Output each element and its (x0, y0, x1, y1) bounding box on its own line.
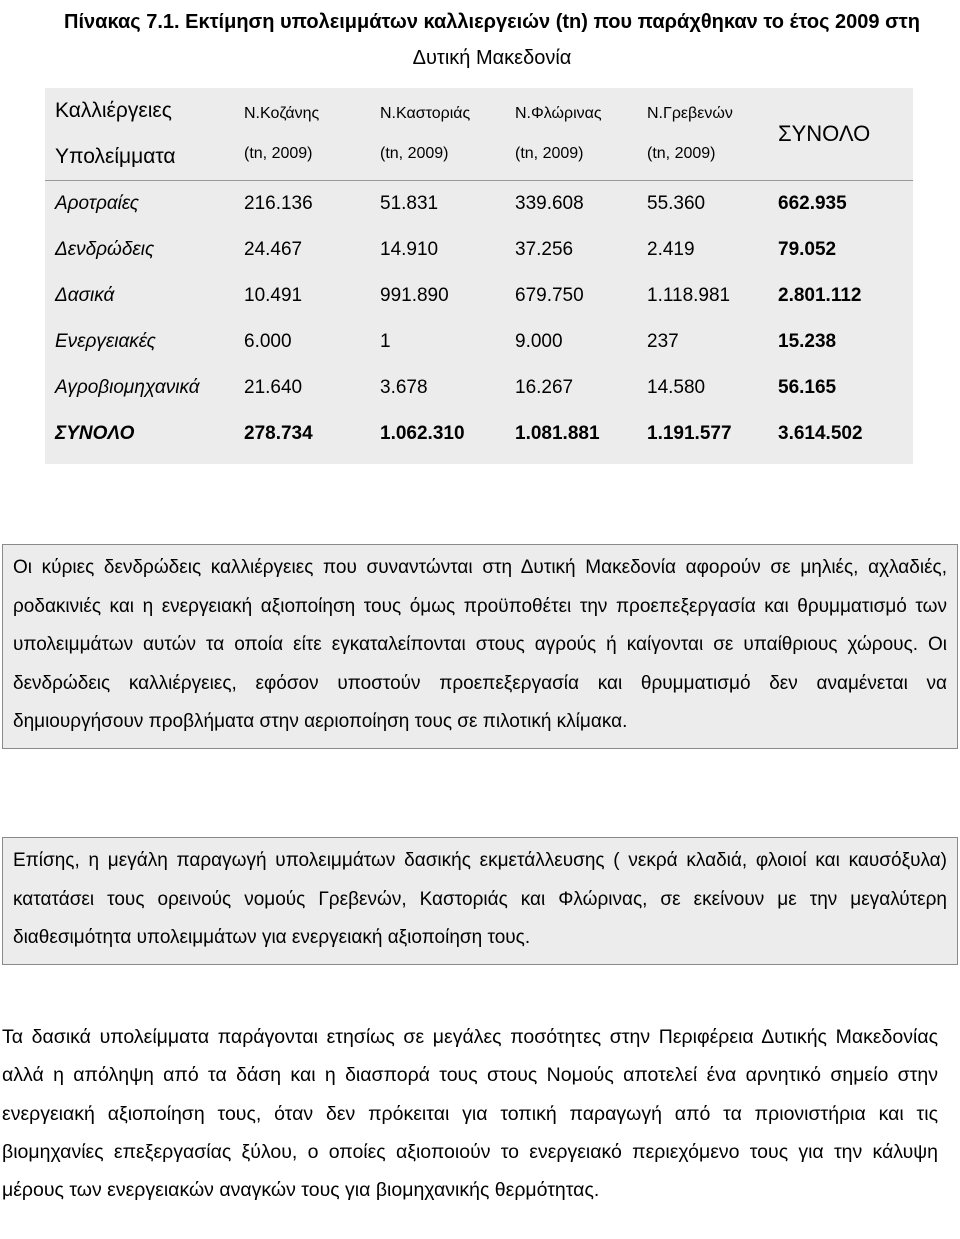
header-column (234, 88, 370, 181)
row-label: Δενδρώδεις (55, 239, 155, 260)
table-cell: 55.360 (637, 181, 768, 228)
table-cell: 9.000 (515, 331, 563, 352)
header-total-cell (768, 88, 913, 181)
row-label: Αροτραίες (45, 181, 234, 228)
header-label-residues: Υπολείμματα (55, 145, 176, 168)
header-column (637, 88, 768, 181)
header-total: ΣΥΝΟΛΟ (778, 121, 871, 146)
table-row (45, 227, 913, 273)
header-column-name: Ν.Φλώρινας (515, 105, 602, 122)
table-total-row (45, 411, 913, 457)
header-column-unit: (tn, 2009) (244, 145, 313, 162)
header-column (370, 88, 505, 181)
row-total: 2.801.112 (778, 285, 862, 306)
table-row (45, 319, 913, 365)
row-total: 662.935 (768, 181, 913, 228)
table-cell: 1.081.881 (515, 423, 600, 444)
table-caption (42, 4, 942, 76)
table-cell: 2.419 (647, 239, 695, 260)
row-total: 15.238 (778, 331, 837, 352)
table-cell: 339.608 (505, 181, 637, 228)
row-label: ΣΥΝΟΛΟ (55, 423, 135, 444)
table-cell: 991.890 (380, 285, 449, 306)
row-total: 3.614.502 (778, 423, 863, 444)
table-cell: 1.191.577 (647, 423, 732, 444)
table-cell: 679.750 (515, 285, 584, 306)
table-header-row (45, 88, 913, 181)
table-cell: 6.000 (244, 331, 292, 352)
table-cell: 14.910 (380, 239, 439, 260)
caption-line-1: Πίνακας 7.1. Εκτίμηση υπολειμμάτων καλλιεργειών (tn) που παράχθηκαν το έτος 2009 στη (64, 11, 920, 33)
residues-table-panel (45, 88, 913, 464)
table-cell: 14.580 (647, 377, 706, 398)
header-label-cell (45, 88, 234, 181)
header-column-name: Ν.Κοζάνης (244, 105, 320, 122)
residues-table (45, 88, 913, 457)
header-column-unit: (tn, 2009) (647, 145, 716, 162)
table-row (45, 181, 913, 228)
header-column-name: Ν.Καστοριάς (380, 105, 471, 122)
table-cell: 1.118.981 (647, 285, 731, 306)
header-column (505, 88, 637, 181)
table-cell: 51.831 (370, 181, 505, 228)
table-cell: 216.136 (234, 181, 370, 228)
table-cell: 3.678 (380, 377, 428, 398)
table-cell: 37.256 (515, 239, 574, 260)
row-label: Αγροβιομηχανικά (55, 377, 200, 398)
table-row (45, 365, 913, 411)
header-column-unit: (tn, 2009) (380, 145, 449, 162)
table-cell: 16.267 (515, 377, 574, 398)
row-label: Δασικά (55, 285, 115, 306)
header-column-name: Ν.Γρεβενών (647, 105, 733, 122)
row-label: Ενεργειακές (55, 331, 156, 352)
table-cell: 237 (647, 331, 679, 352)
row-total: 79.052 (778, 239, 837, 260)
paragraph-forest-residues: Επίσης, η μεγάλη παραγωγή υπολειμμάτων δασικής εκμετάλλευσης ( νεκρά κλαδιά, φλοιοί και καυσόξυλα) κατατάσει τους ορεινούς νομούς Γρεβενών, Καστοριάς και Φλώρινας, σε εκείνουν με την μεγαλύτερη διαθεσιμότητα υπολειμμάτων για ενεργειακή αξιοποίηση τους. (2, 837, 958, 965)
table-cell: 21.640 (244, 377, 303, 398)
table-cell: 278.734 (244, 423, 313, 444)
paragraph-forest-residues-use: Τα δασικά υπολείμματα παράγονται ετησίως σε μεγάλες ποσότητες στην Περιφέρεια Δυτικής Μακεδονίας αλλά η απόληψη από τα δάση και η διασπορά τους στους Νομούς αποτελεί ένα αρνητικό σημείο στην ενεργειακή αξιοποίηση τους, όταν δεν πρόκειται για τοπική παραγωγή από τα πριονιστήρια και τις βιομηχανίες επεξεργασίας ξύλου, ο οποίες αξιοποιούν το ενεργειακό περιεχόμενο τους για την κάλυψη μέρους των ενεργειακών αναγκών τους για βιομηχανικής θερμότητας. (2, 1026, 938, 1202)
table-cell: 1 (380, 331, 391, 352)
header-label-crops: Καλλιέργειες (55, 99, 172, 122)
table-row (45, 273, 913, 319)
paragraph-tree-crops: Οι κύριες δενδρώδεις καλλιέργειες που συναντώνται στη Δυτική Μακεδονία αφορούν σε μηλιές, αχλαδιές, ροδακινιές και η ενεργειακή αξιοποίηση τους όμως προϋποθέτει την προεπεξεργασία και θρυμματισμό των υπολειμμάτων αυτών τα οποία είτε εγκαταλείπονται στους αγρούς ή καίγονται σε υπαίθριους χώρους. Οι δενδρώδεις καλλιέργειες, εφόσον υποστούν προεπεξεργασία και θρυμματισμό δεν αναμένεται να δημιουργήσουν προβλήματα στην αεριοποίηση τους σε πιλοτική κλίμακα. (2, 544, 958, 749)
table-cell: 1.062.310 (380, 423, 465, 444)
row-total: 56.165 (778, 377, 837, 398)
caption-line-2: Δυτική Μακεδονία (412, 47, 572, 69)
header-column-unit: (tn, 2009) (515, 145, 584, 162)
table-cell: 10.491 (244, 285, 303, 306)
table-cell: 24.467 (244, 239, 303, 260)
